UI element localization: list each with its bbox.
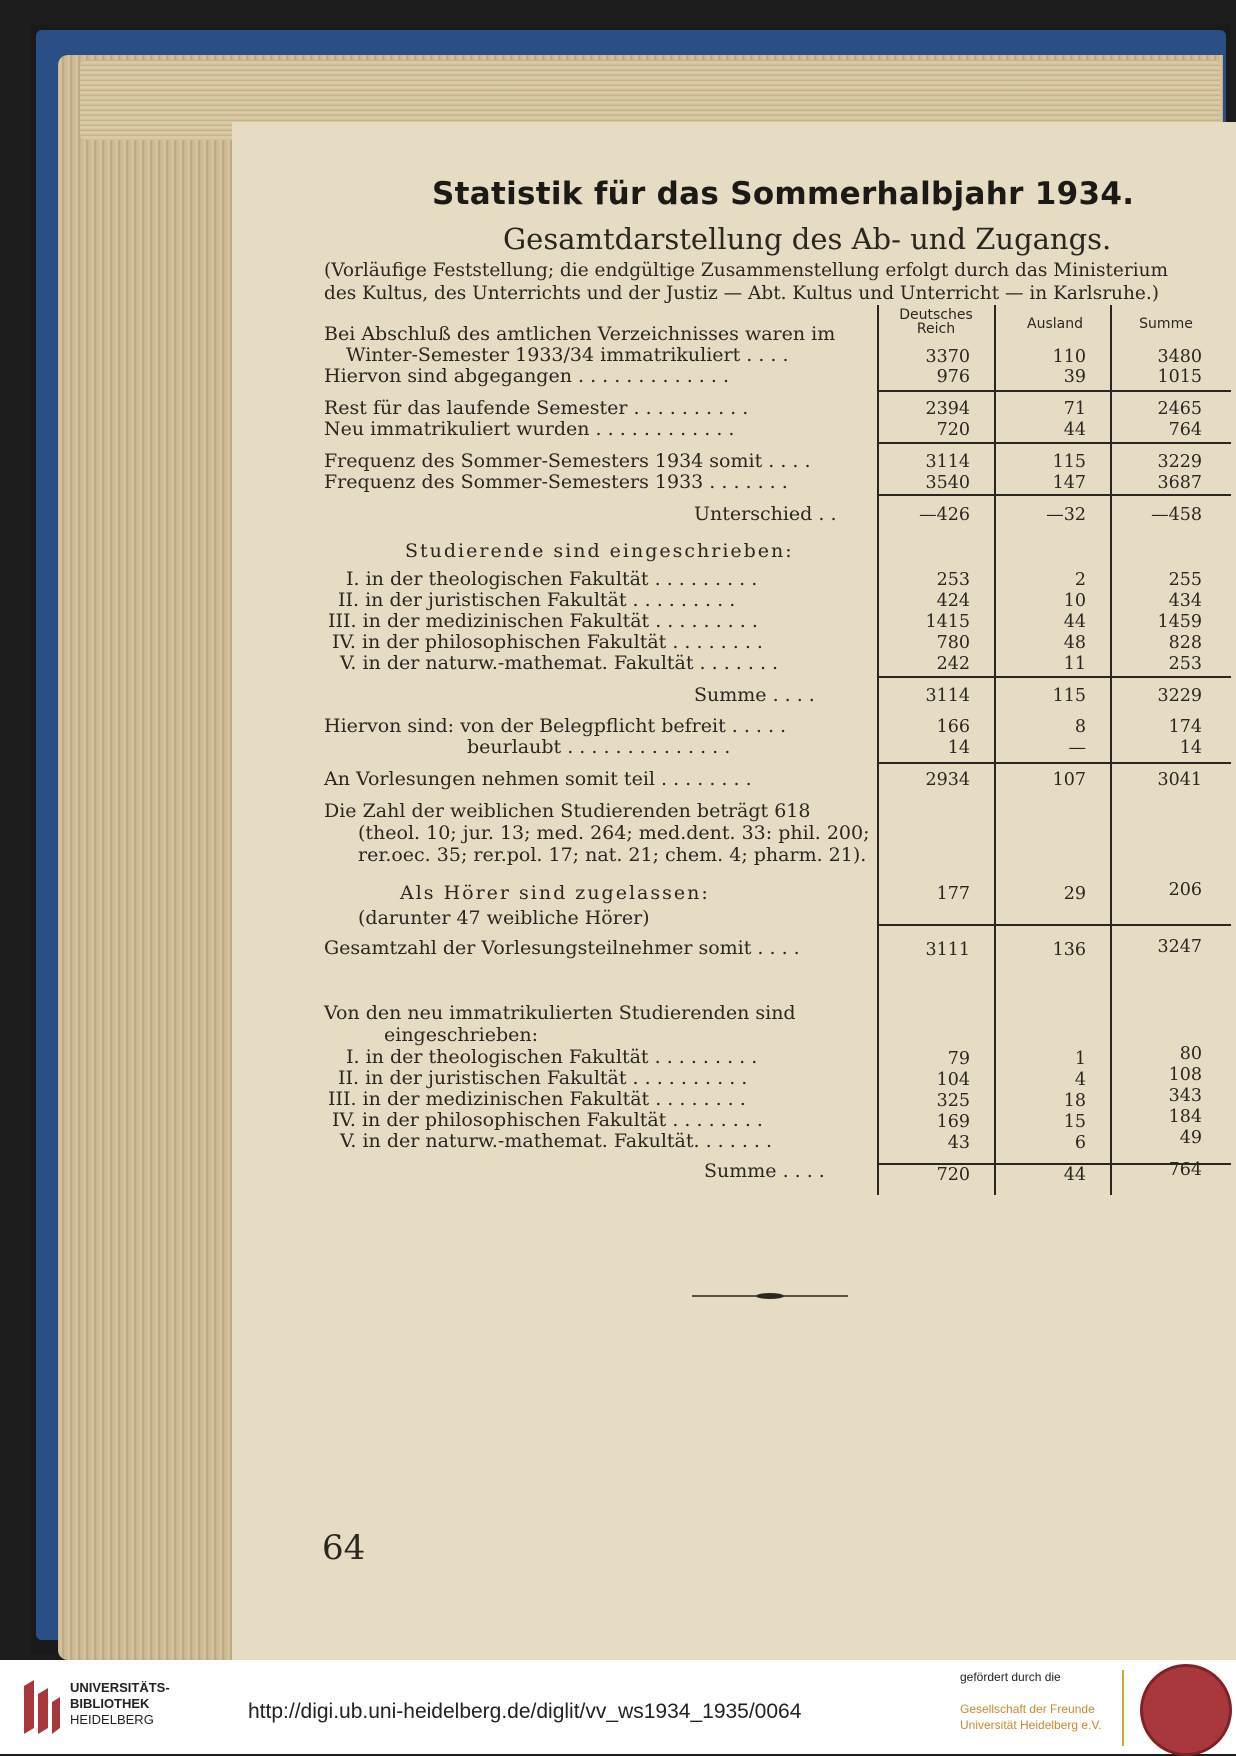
cell-ausland: 136 [1052, 940, 1086, 960]
cell-summe: 3687 [1157, 473, 1202, 493]
row-label: II. in der juristischen Fakultät . . . . . . . . . . [338, 1067, 748, 1089]
cell-deutsches-reich: 14 [947, 738, 970, 758]
cell-summe: —458 [1151, 505, 1202, 525]
cell-deutsches-reich: 3114 [925, 452, 970, 472]
page-subtitle: Gesamtdarstellung des Ab- und Zugangs. [503, 222, 1112, 256]
table-rule-right [1110, 305, 1112, 1195]
university-seal-icon [1140, 1664, 1232, 1756]
cell-deutsches-reich: 169 [936, 1112, 970, 1132]
cell-deutsches-reich: 1415 [925, 612, 970, 632]
cell-ausland: 110 [1052, 347, 1086, 367]
col-header-summe: Summe [1139, 316, 1193, 332]
cell-deutsches-reich: 104 [936, 1070, 970, 1090]
sum-rule [877, 676, 1231, 678]
footer-divider [1122, 1670, 1124, 1746]
section-heading: Als Hörer sind zugelassen: [400, 882, 710, 904]
cell-deutsches-reich: 43 [947, 1133, 970, 1153]
cell-deutsches-reich: 720 [936, 1165, 970, 1185]
cell-ausland: 15 [1063, 1112, 1086, 1132]
row-label: Neu immatrikuliert wurden . . . . . . . . . . . . [324, 418, 735, 440]
table-rule-left [877, 305, 879, 1195]
cell-deutsches-reich: 177 [936, 884, 970, 904]
cell-summe: 828 [1168, 633, 1202, 653]
row-label: IV. in der philosophischen Fakultät . . . . . . . . [332, 1109, 763, 1131]
cell-ausland: — [1068, 738, 1086, 758]
cell-ausland: 8 [1074, 717, 1086, 737]
row-label: beurlaubt . . . . . . . . . . . . . . [467, 736, 731, 758]
col-header-deutsches-reich: Deutsches Reich [899, 307, 973, 337]
cell-deutsches-reich: 242 [936, 654, 970, 674]
cell-summe: 253 [1168, 654, 1202, 674]
cell-ausland: 6 [1074, 1133, 1086, 1153]
note-line-2: des Kultus, des Unterrichts und der Justiz — Abt. Kultus und Unterricht — in Karlsruhe.) [324, 283, 1159, 304]
cell-summe: 1015 [1157, 367, 1202, 387]
row-label: II. in der juristischen Fakultät . . . . . . . . . [338, 589, 736, 611]
ornament-divider [690, 1290, 850, 1302]
library-name-line-3: HEIDELBERG [70, 1712, 154, 1727]
cell-summe: 206 [1168, 880, 1202, 900]
cell-ausland: 71 [1063, 399, 1086, 419]
cell-ausland: 11 [1063, 654, 1086, 674]
row-label: Gesamtzahl der Vorlesungsteilnehmer somit . . . . [324, 937, 800, 959]
cell-ausland: 2 [1074, 570, 1086, 590]
row-label: Hiervon sind: von der Belegpflicht befreit . . . . . [324, 715, 787, 737]
row-label: III. in der medizinischen Fakultät . . . . . . . . [328, 1088, 746, 1110]
cell-deutsches-reich: —426 [919, 505, 970, 525]
sponsor-name-line-1: Gesellschaft der Freunde [960, 1702, 1095, 1716]
cell-summe: 49 [1179, 1128, 1202, 1148]
cell-summe: 764 [1168, 420, 1202, 440]
row-label: IV. in der philosophischen Fakultät . . . . . . . . [332, 631, 763, 653]
row-label: eingeschrieben: [384, 1024, 539, 1046]
cell-ausland: 147 [1052, 473, 1086, 493]
sum-rule [877, 390, 1231, 392]
cell-ausland: 44 [1063, 420, 1086, 440]
row-label: An Vorlesungen nehmen somit teil . . . . . . . . [324, 768, 752, 790]
cell-summe: 1459 [1157, 612, 1202, 632]
cell-summe: 108 [1168, 1065, 1202, 1085]
sum-rule [877, 494, 1231, 496]
cell-ausland: 4 [1074, 1070, 1086, 1090]
row-label: Summe . . . . [704, 1160, 825, 1182]
row-label: V. in der naturw.-mathemat. Fakultät. . . . . . . [340, 1130, 773, 1152]
sum-rule [877, 762, 1231, 764]
cell-ausland: —32 [1046, 505, 1086, 525]
section-heading: Studierende sind eingeschrieben: [405, 540, 794, 562]
cell-deutsches-reich: 780 [936, 633, 970, 653]
row-label: Frequenz des Sommer-Semesters 1934 somit . . . . [324, 450, 811, 472]
cell-summe: 3247 [1157, 937, 1202, 957]
cell-ausland: 29 [1063, 884, 1086, 904]
cell-summe: 174 [1168, 717, 1202, 737]
row-label: rer.oec. 35; rer.pol. 17; nat. 21; chem. 4; pharm. 21). [358, 844, 867, 866]
cell-summe: 184 [1168, 1107, 1202, 1127]
library-name-line-1: UNIVERSITÄTS- [70, 1680, 170, 1695]
cell-ausland: 107 [1052, 770, 1086, 790]
cell-ausland: 10 [1063, 591, 1086, 611]
cell-ausland: 18 [1063, 1091, 1086, 1111]
row-label: I. in der theologischen Fakultät . . . . . . . . . [346, 1046, 758, 1068]
cell-ausland: 115 [1052, 452, 1086, 472]
row-label: Bei Abschluß des amtlichen Verzeichnisses waren im [324, 323, 836, 345]
library-name-line-2: BIBLIOTHEK [70, 1696, 150, 1711]
row-label: Winter-Semester 1933/34 immatrikuliert . . . . [346, 344, 789, 366]
cell-deutsches-reich: 3370 [925, 347, 970, 367]
sum-rule [877, 442, 1231, 444]
row-label: I. in der theologischen Fakultät . . . . . . . . . [346, 568, 758, 590]
cell-deutsches-reich: 166 [936, 717, 970, 737]
cell-deutsches-reich: 2934 [925, 770, 970, 790]
cell-summe: 3480 [1157, 347, 1202, 367]
cell-deutsches-reich: 976 [936, 367, 970, 387]
cell-deutsches-reich: 79 [947, 1049, 970, 1069]
page-title: Statistik für das Sommerhalbjahr 1934. [432, 176, 1135, 212]
row-label: Hiervon sind abgegangen . . . . . . . . . . . . . [324, 365, 729, 387]
cell-ausland: 44 [1063, 1165, 1086, 1185]
row-label: Von den neu immatrikulierten Studierenden sind [324, 1002, 796, 1024]
row-label: Die Zahl der weiblichen Studierenden beträgt 618 [324, 800, 811, 822]
cell-summe: 764 [1168, 1160, 1202, 1180]
cell-deutsches-reich: 325 [936, 1091, 970, 1111]
sum-rule [877, 924, 1231, 926]
page-number: 64 [322, 1528, 366, 1568]
library-logo-icon [20, 1676, 62, 1738]
row-label: Frequenz des Sommer-Semesters 1933 . . . . . . . [324, 471, 788, 493]
cell-deutsches-reich: 253 [936, 570, 970, 590]
note-line-1: (Vorläufige Feststellung; die endgültige Zusammenstellung erfolgt durch das Ministerium [324, 260, 1169, 281]
cell-summe: 2465 [1157, 399, 1202, 419]
cell-ausland: 44 [1063, 612, 1086, 632]
col-header-ausland: Ausland [1027, 316, 1083, 332]
table-rule-middle [994, 305, 996, 1195]
cell-summe: 343 [1168, 1086, 1202, 1106]
cell-deutsches-reich: 424 [936, 591, 970, 611]
row-label: Summe . . . . [694, 684, 815, 706]
cell-summe: 434 [1168, 591, 1202, 611]
row-label: Unterschied . . [694, 503, 837, 525]
cell-deutsches-reich: 2394 [925, 399, 970, 419]
row-label: Rest für das laufende Semester . . . . . . . . . . [324, 397, 749, 419]
row-label: (theol. 10; jur. 13; med. 264; med.dent. 33: phil. 200; [358, 822, 870, 844]
cell-ausland: 1 [1074, 1049, 1086, 1069]
cell-ausland: 115 [1052, 686, 1086, 706]
cell-deutsches-reich: 3540 [925, 473, 970, 493]
permalink-url[interactable]: http://digi.ub.uni-heidelberg.de/diglit/vv_ws1934_1935/0064 [248, 1700, 802, 1723]
row-label: (darunter 47 weibliche Hörer) [358, 907, 650, 929]
sponsor-name-line-2: Universität Heidelberg e.V. [960, 1718, 1102, 1732]
cell-summe: 3229 [1157, 686, 1202, 706]
row-label: III. in der medizinischen Fakultät . . . . . . . . . [328, 610, 758, 632]
cell-deutsches-reich: 3111 [925, 940, 970, 960]
cell-summe: 14 [1179, 738, 1202, 758]
cell-ausland: 48 [1063, 633, 1086, 653]
cell-summe: 3229 [1157, 452, 1202, 472]
row-label: V. in der naturw.-mathemat. Fakultät . . . . . . . [340, 652, 779, 674]
cell-summe: 80 [1179, 1044, 1202, 1064]
cell-summe: 3041 [1157, 770, 1202, 790]
cell-summe: 255 [1168, 570, 1202, 590]
cell-ausland: 39 [1063, 367, 1086, 387]
cell-deutsches-reich: 3114 [925, 686, 970, 706]
cell-deutsches-reich: 720 [936, 420, 970, 440]
sponsor-label: gefördert durch die [960, 1670, 1061, 1684]
